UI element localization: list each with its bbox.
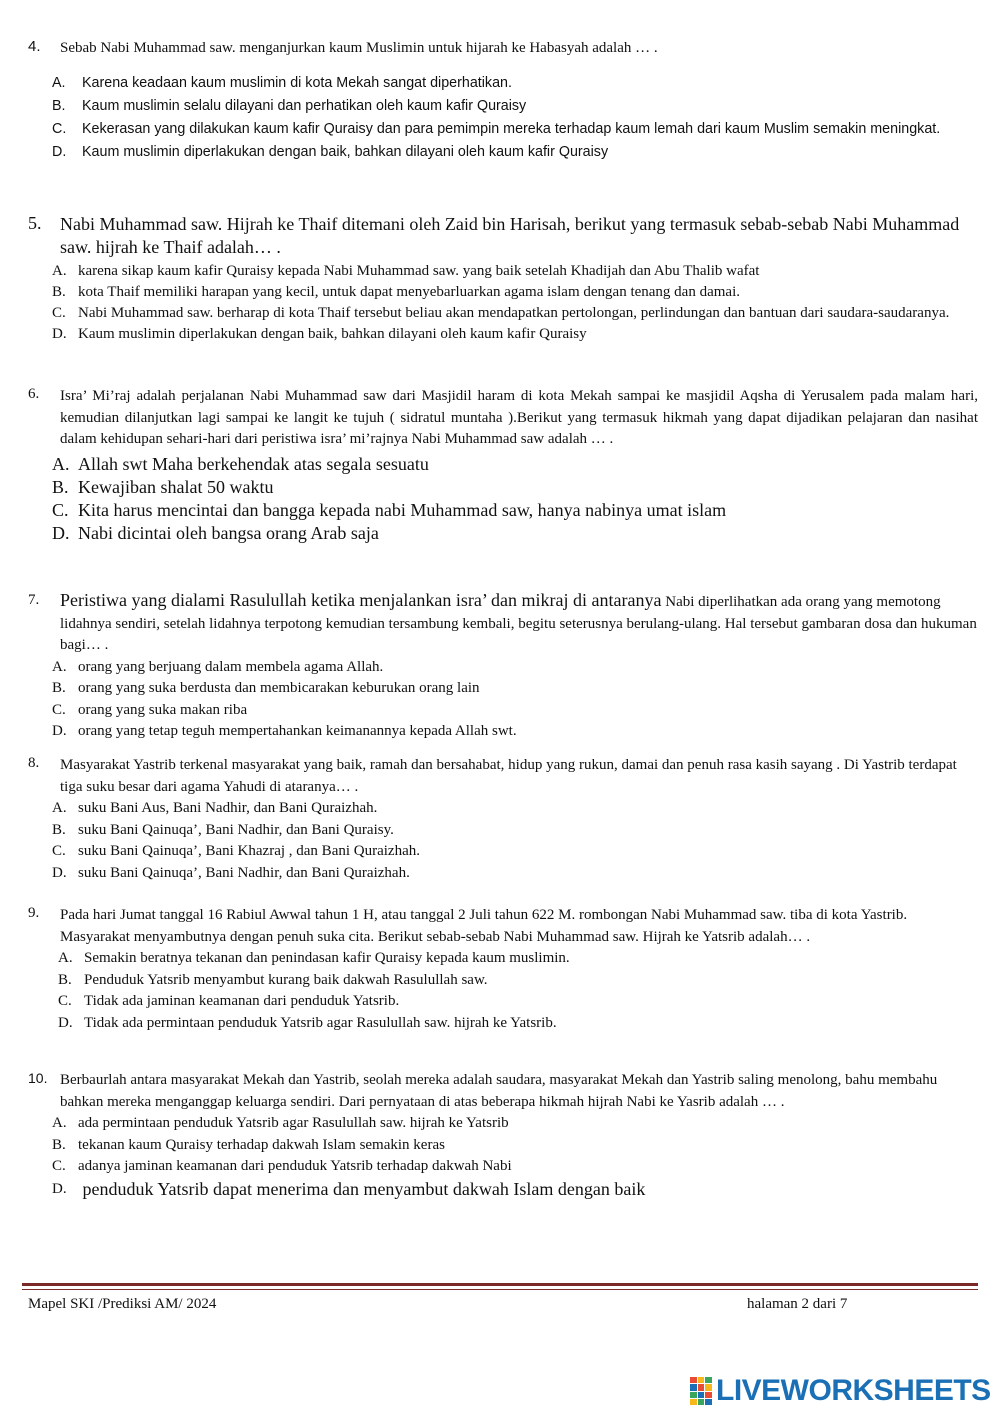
option-text: adanya jaminan keamanan dari penduduk Yatsrib terhadap dakwah Nabi — [78, 1158, 512, 1174]
option-list — [28, 261, 978, 345]
option-text: Karena keadaan kaum muslimin di kota Mekah sangat diperhatikan. — [82, 74, 512, 91]
option-letter: B. — [52, 1136, 66, 1153]
option-letter: B. — [52, 284, 66, 300]
question-6 — [28, 386, 978, 545]
question-number: 5. — [28, 213, 42, 233]
option-letter: D. — [52, 143, 67, 160]
option-text: kota Thaif memiliki harapan yang kecil, untuk dapat menyebarluarkan agama islam dengan tenang dan damai. — [78, 284, 740, 300]
option-a[interactable] — [52, 657, 978, 679]
option-letter: A. — [52, 800, 67, 816]
option-list — [28, 72, 978, 164]
option-d[interactable] — [52, 324, 978, 345]
question-number: 9. — [28, 905, 40, 921]
option-letter: B. — [52, 821, 66, 838]
option-text: Nabi dicintai oleh bangsa orang Arab saja — [78, 522, 379, 543]
option-d[interactable] — [52, 141, 978, 164]
option-b[interactable] — [52, 678, 978, 700]
option-c[interactable] — [52, 841, 978, 863]
option-c[interactable] — [52, 1156, 978, 1178]
option-a[interactable] — [52, 1113, 978, 1135]
option-text: Kekerasan yang dilakukan kaum kafir Quraisy dan para pemimpin mereka terhadap kaum lemah dari kaum Muslim semakin meningkat. — [82, 120, 941, 137]
option-letter: C. — [52, 843, 66, 859]
option-b[interactable] — [52, 95, 978, 118]
option-text: orang yang suka makan riba — [78, 701, 248, 718]
footer-rule-thick — [22, 1283, 978, 1286]
option-letter: B. — [52, 97, 66, 114]
option-d[interactable] — [52, 522, 978, 545]
option-c[interactable] — [52, 700, 978, 722]
option-letter: D. — [52, 1180, 67, 1197]
option-letter: C. — [52, 499, 69, 520]
option-c[interactable] — [58, 991, 978, 1013]
option-letter: A. — [52, 263, 67, 279]
option-text: suku Bani Aus, Bani Nadhir, dan Bani Quraizhah. — [78, 800, 378, 816]
option-text: suku Bani Qainuqa’, Bani Nadhir, dan Bani Quraisy. — [78, 821, 394, 838]
question-9 — [28, 905, 978, 1034]
question-8 — [28, 755, 978, 884]
option-letter: A. — [58, 950, 73, 966]
question-text: Isra’ Mi’raj adalah perjalanan Nabi Muhammad saw dari Masjidil haram di kota Mekah sampai ke masjidil Aqsha di Yerusalem pada malam hari, kemudian dilanjutkan lagi sampai ke langit ke tujuh ( sidratul muntaha ).Berikut yang termasuk hikmah yang dapat dijadikan pelajaran dan nasihat dalam kehidupan sehari-hari dari peristiwa isra’ mi’rajnya Nabi Muhammad saw adalah … . — [60, 388, 978, 447]
question-number: 8. — [28, 755, 40, 771]
option-a[interactable] — [52, 261, 978, 282]
option-letter: D. — [52, 326, 67, 342]
question-5 — [28, 213, 978, 345]
option-text: Tidak ada permintaan penduduk Yatsrib agar Rasulullah saw. hijrah ke Yatsrib. — [84, 1014, 557, 1031]
question-number: 10. — [28, 1070, 48, 1086]
option-d[interactable] — [52, 721, 978, 743]
option-b[interactable] — [52, 1135, 978, 1157]
option-letter: A. — [52, 453, 70, 474]
option-text: tekanan kaum Quraisy terhadap dakwah Islam semakin keras — [78, 1136, 445, 1153]
option-text: penduduk Yatsrib dapat menerima dan menyambut dakwah Islam dengan baik — [78, 1178, 646, 1199]
option-c[interactable] — [52, 303, 978, 324]
footer-rule-thin — [22, 1289, 978, 1290]
option-letter: D. — [58, 1014, 73, 1031]
option-list — [28, 657, 978, 743]
option-text: karena sikap kaum kafir Quraisy kepada Nabi Muhammad saw. yang baik setelah Khadijah dan Abu Thalib wafat — [78, 263, 760, 279]
question-text-rest: Nabi diperlihatkan ada orang yang memotong lidahnya sendiri, setelah lidahnya terpotong kemudian tersambung kembali, begitu seterusnya berulang-ulang. Hal tersebut gambaran dosa dan hukuman bagi… . — [60, 594, 977, 653]
option-text: Tidak ada jaminan keamanan dari penduduk Yatsrib. — [84, 993, 400, 1009]
question-text: Sebab Nabi Muhammad saw. menganjurkan kaum Muslimin untuk hijarah ke Habasyah adalah … . — [60, 40, 658, 56]
option-letter: C. — [58, 993, 72, 1009]
question-text — [60, 590, 978, 657]
option-b[interactable] — [52, 476, 978, 499]
option-list — [28, 948, 978, 1034]
option-letter: A. — [52, 658, 67, 675]
option-d[interactable] — [52, 1178, 978, 1201]
option-a[interactable] — [52, 72, 978, 95]
option-text: Allah swt Maha berkehendak atas segala sesuatu — [78, 453, 429, 474]
question-text-lead: Peristiwa yang dialami Rasulullah ketika menjalankan isra’ dan mikraj di antaranya — [60, 590, 662, 610]
option-text: Semakin beratnya tekanan dan penindasan kafir Quraisy kepada kaum muslimin. — [84, 950, 570, 966]
option-letter: C. — [52, 120, 67, 137]
question-number: 6. — [28, 386, 40, 402]
question-number: 7. — [28, 592, 40, 608]
option-letter: B. — [52, 476, 69, 497]
option-b[interactable] — [58, 970, 978, 992]
question-text: Pada hari Jumat tanggal 16 Rabiul Awwal tahun 1 H, atau tanggal 2 Juli tahun 622 M. rombongan Nabi Muhammad saw. tiba di kota Yastrib. Masyarakat menyambutnya dengan penuh suka cita. Berikut sebab-sebab Nabi Muhammad saw. Hijrah ke Yatsrib adalah… . — [60, 907, 908, 945]
option-letter: C. — [52, 701, 66, 718]
option-b[interactable] — [52, 820, 978, 842]
option-letter: B. — [52, 680, 66, 696]
option-c[interactable] — [52, 499, 978, 522]
option-text: Kewajiban shalat 50 waktu — [78, 476, 274, 497]
liveworksheets-logo-icon — [690, 1377, 712, 1405]
option-text: orang yang tetap teguh mempertahankan keimanannya kepada Allah swt. — [78, 723, 517, 739]
option-a[interactable] — [52, 798, 978, 820]
option-letter: A. — [52, 1115, 67, 1131]
option-text: orang yang suka berdusta dan membicarakan keburukan orang lain — [78, 680, 480, 696]
footer-page-number: halaman 2 dari 7 — [747, 1296, 848, 1312]
option-text: suku Bani Qainuqa’, Bani Khazraj , dan Bani Quraizhah. — [78, 843, 420, 859]
option-text: suku Bani Qainuqa’, Bani Nadhir, dan Bani Quraizhah. — [78, 864, 410, 881]
question-text: Nabi Muhammad saw. Hijrah ke Thaif ditemani oleh Zaid bin Harisah, berikut yang termasuk sebab-sebab Nabi Muhammad saw. hijrah ke Thaif adalah… . — [60, 214, 960, 257]
question-text: Berbaurlah antara masyarakat Mekah dan Yastrib, seolah mereka adalah saudara, masyarakat Mekah dan Yastrib saling menolong, bahu membahu bahkan mereka menganggap keluarga sendiri. Dari pernyataan di atas beberapa hikmah hijrah Nabi ke Yasrib adalah … . — [60, 1072, 938, 1110]
question-4 — [28, 38, 978, 164]
option-letter: D. — [52, 522, 70, 543]
option-letter: D. — [52, 864, 67, 881]
question-text: Masyarakat Yastrib terkenal masyarakat yang baik, ramah dan bersahabat, hidup yang rukun, damai dan penuh rasa kasih sayang . Di Yastrib terdapat tiga suku besar dari agama Yahudi di ataranya… . — [60, 757, 957, 795]
option-d[interactable] — [52, 863, 978, 885]
option-letter: C. — [52, 305, 66, 321]
question-number: 4. — [28, 38, 41, 55]
option-d[interactable] — [58, 1013, 978, 1035]
option-letter: B. — [58, 971, 72, 988]
option-text: Kaum muslimin selalu dilayani dan perhatikan oleh kaum kafir Quraisy — [82, 97, 527, 114]
option-text: Penduduk Yatsrib menyambut kurang baik dakwah Rasulullah saw. — [84, 971, 488, 988]
option-a[interactable] — [52, 453, 978, 476]
option-letter: C. — [52, 1158, 66, 1174]
option-list — [28, 798, 978, 884]
option-text: Kaum muslimin diperlakukan dengan baik, bahkan dilayani oleh kaum kafir Quraisy — [78, 326, 587, 342]
option-a[interactable] — [58, 948, 978, 970]
option-list — [28, 453, 978, 545]
option-text: orang yang berjuang dalam membela agama Allah. — [78, 658, 384, 675]
option-letter: A. — [52, 74, 66, 91]
liveworksheets-watermark — [690, 1374, 991, 1408]
option-text: Kaum muslimin diperlakukan dengan baik, bahkan dilayani oleh kaum kafir Quraisy — [82, 143, 609, 160]
option-b[interactable] — [52, 282, 978, 303]
question-7 — [28, 590, 978, 743]
option-text: Kita harus mencintai dan bangga kepada nabi Muhammad saw, hanya nabinya umat islam — [78, 499, 727, 520]
footer-subject: Mapel SKI /Prediksi AM/ 2024 — [28, 1296, 217, 1312]
option-c[interactable] — [52, 118, 978, 141]
option-letter: D. — [52, 723, 67, 739]
option-text: Nabi Muhammad saw. berharap di kota Thaif tersebut beliau akan mendapatkan pertolongan, perlindungan dan bantuan dari saudara-saudaranya. — [78, 305, 950, 321]
option-list — [28, 1113, 978, 1201]
option-text: ada permintaan penduduk Yatsrib agar Rasulullah saw. hijrah ke Yatsrib — [78, 1115, 509, 1131]
question-10 — [28, 1070, 978, 1201]
liveworksheets-logo-text: LIVEWORKSHEETS — [716, 1374, 991, 1407]
